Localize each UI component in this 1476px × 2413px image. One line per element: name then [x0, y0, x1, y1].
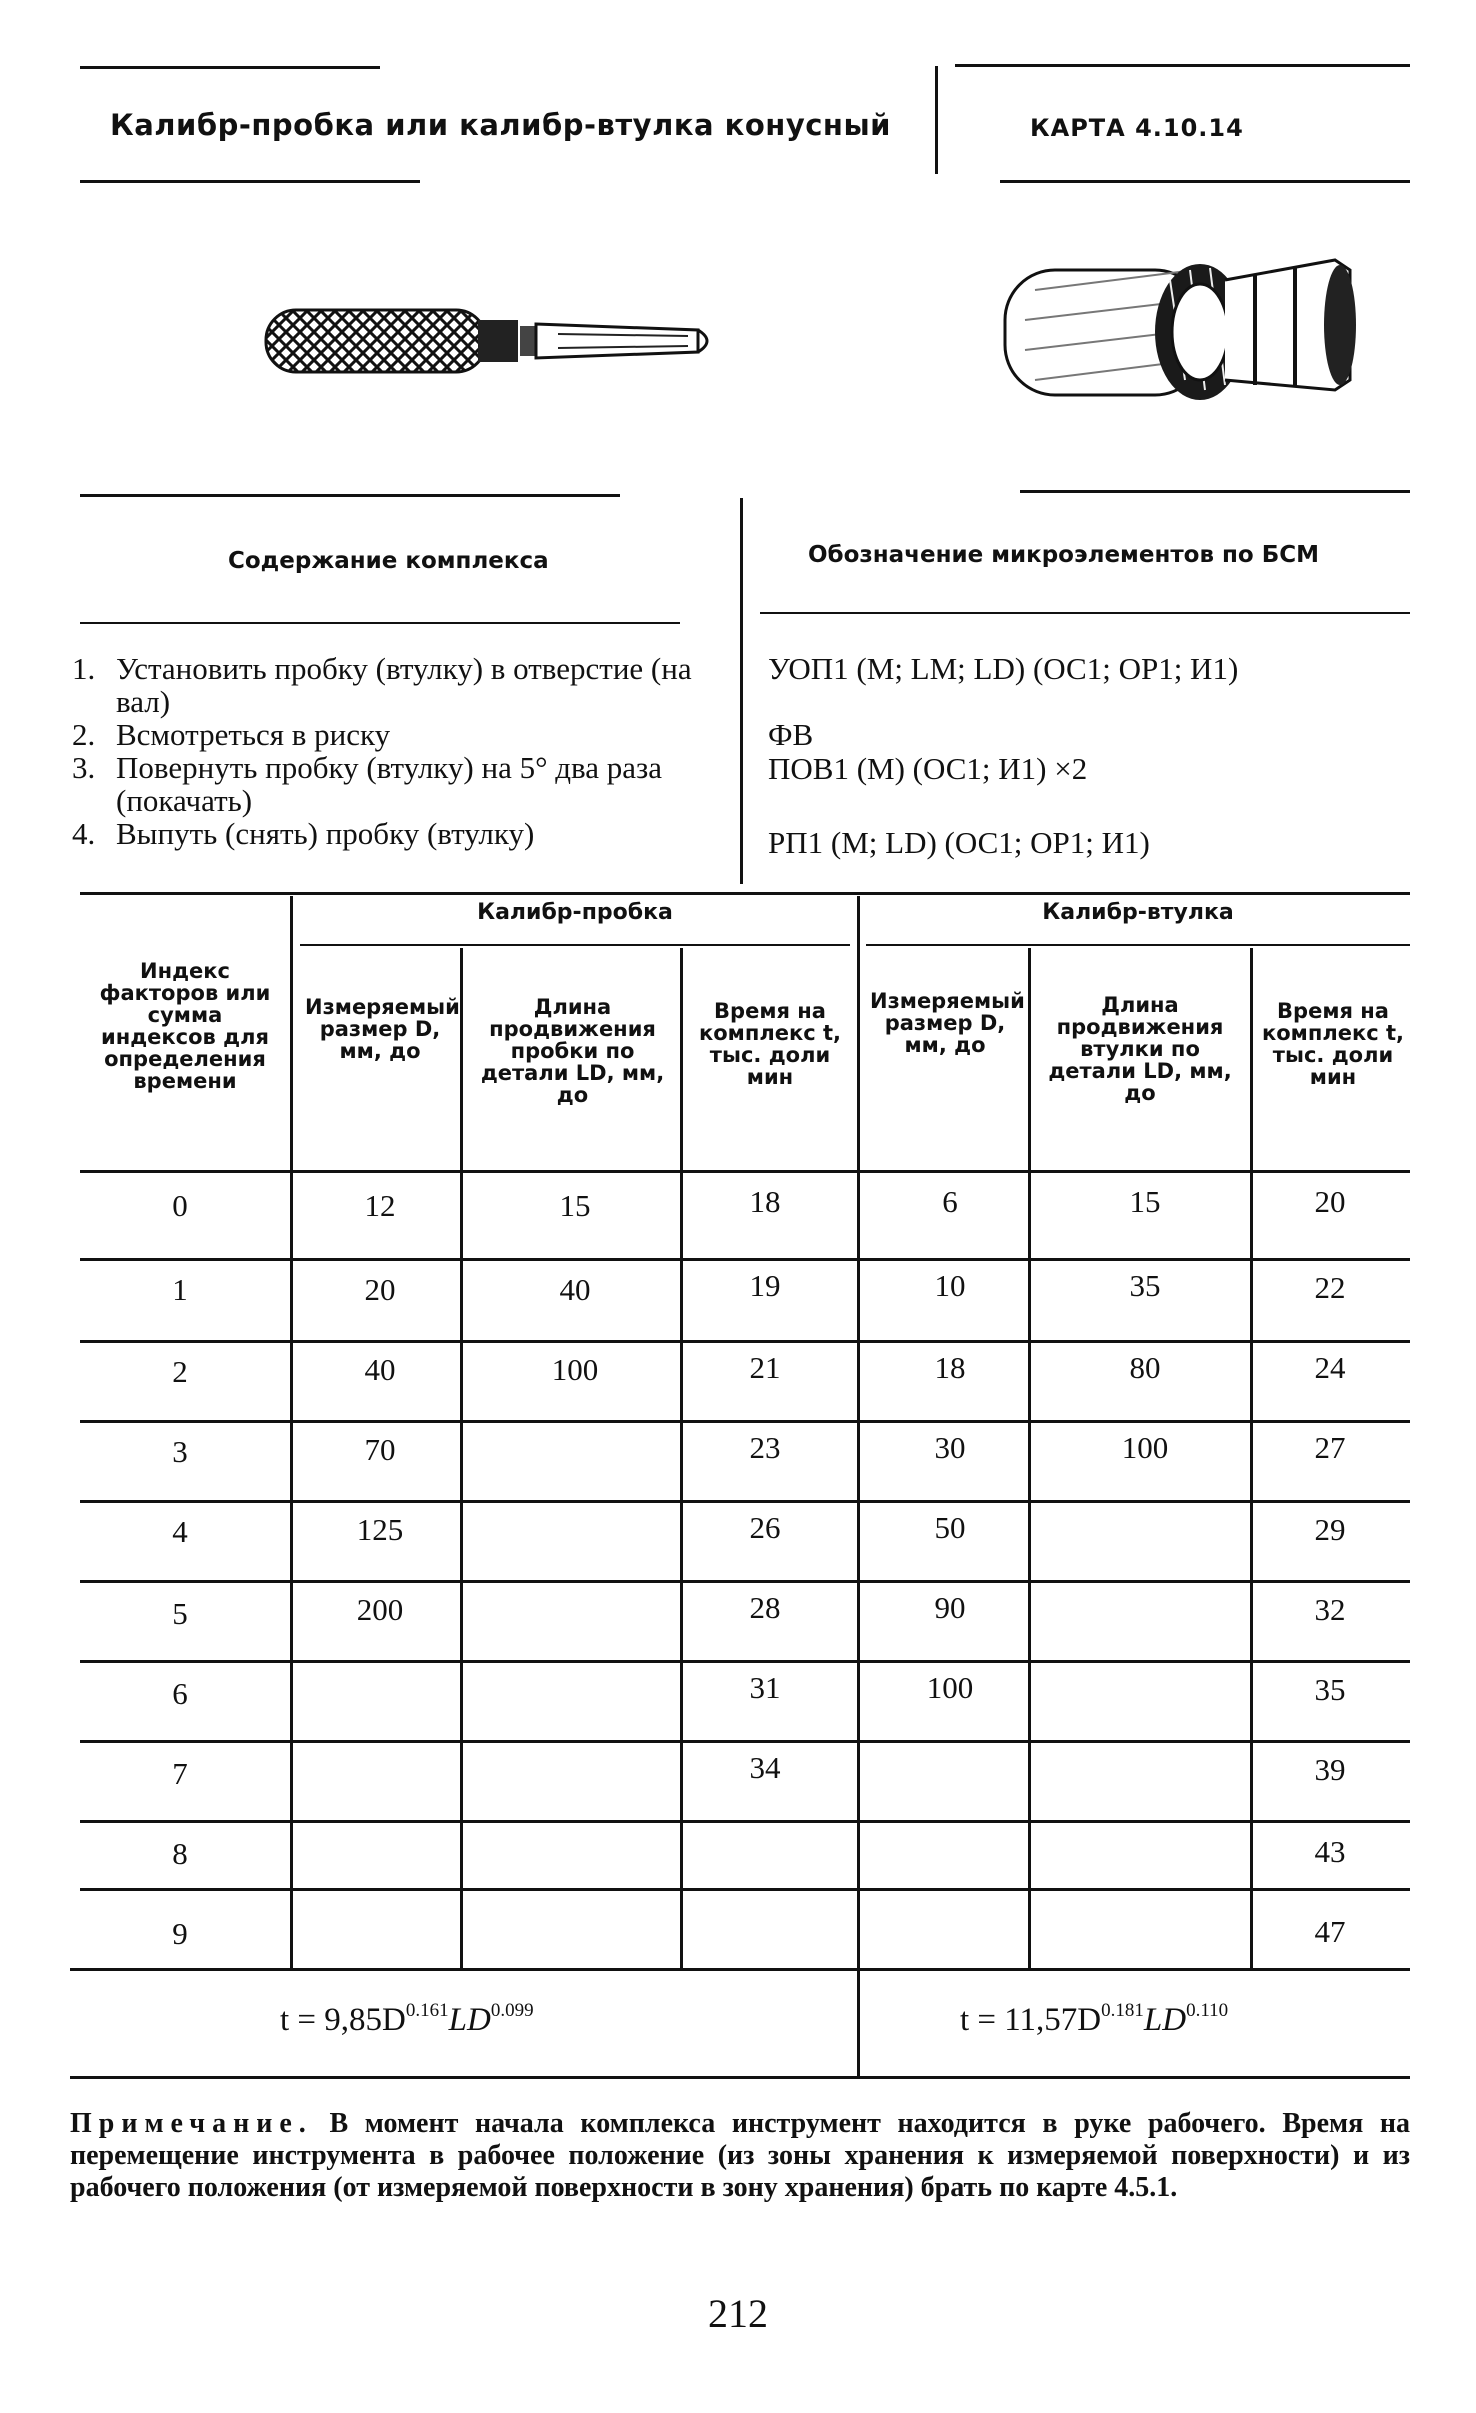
table-cell: 90 — [934, 1590, 966, 1625]
rule — [1020, 490, 1410, 493]
table-cell: 22 — [1314, 1270, 1346, 1305]
microelement: РП1 (М; LD) (ОС1; ОР1; И1) — [768, 825, 1150, 860]
step-item: 1. Установить пробку (втулку) в отверстие (на вал) — [72, 651, 692, 719]
rule — [300, 944, 850, 946]
knurled-handle — [266, 310, 486, 372]
table-cell: 35 — [1314, 1672, 1346, 1707]
steps-list — [66, 652, 726, 850]
row-rule — [80, 1340, 1410, 1343]
table-cell: 12 — [364, 1188, 396, 1223]
plug-gauge-illustration — [258, 290, 728, 390]
note-text: В момент начала комплекса инструмент находится в руке рабочего. Время на перемещение инструмента в рабочее положение (из зоны хранения к измеряемой поверхности) и из рабочего положения (от измеряемой поверхности в зону хранения) брать по карте 4.5.1. — [70, 2108, 1411, 2203]
table-cell: 29 — [1314, 1512, 1346, 1547]
microelement: УОП1 (М; LM; LD) (ОС1; ОР1; И1) — [768, 651, 1239, 686]
index-header: Индекс факторов или сумма индексов для определения времени — [99, 959, 271, 1093]
row-rule — [80, 1660, 1410, 1663]
card-title: Калибр-пробка или калибр-втулка конусный — [110, 108, 891, 142]
note-lead: Примечание. — [70, 2108, 313, 2139]
table-vline — [1028, 948, 1031, 1968]
rule — [1000, 180, 1410, 183]
table-cell: 39 — [1314, 1752, 1346, 1787]
row-rule — [80, 1500, 1410, 1503]
micro-header: Обозначение микроэлементов по БСМ — [808, 542, 1320, 568]
formula-ring: $t = 11,57D^{0.181}LD^{0.110}$ — [960, 2000, 1229, 2038]
col-header: Длина продвижения втулки по детали LD, мм, до — [1048, 993, 1232, 1105]
rule — [955, 64, 1410, 67]
table-vline — [680, 948, 683, 1968]
divider — [935, 66, 938, 174]
content-header: Содержание комплекса — [228, 548, 549, 574]
divider — [740, 498, 743, 884]
table-cell: 1 — [172, 1272, 188, 1307]
table-cell: 8 — [172, 1836, 188, 1871]
table-cell: 0 — [172, 1188, 188, 1223]
rule — [760, 612, 1410, 614]
note — [70, 2108, 1410, 2204]
rule — [80, 180, 420, 183]
rule — [80, 494, 620, 497]
row-rule — [80, 1420, 1410, 1423]
table-cell: 100 — [1121, 1430, 1169, 1465]
table-cell: 6 — [172, 1676, 188, 1711]
table-cell: 35 — [1129, 1268, 1161, 1303]
table-cell: 100 — [926, 1670, 974, 1705]
row-rule — [80, 1580, 1410, 1583]
table-cell: 20 — [364, 1272, 396, 1307]
table-vline — [1250, 948, 1253, 1968]
table-cell: 43 — [1314, 1834, 1346, 1869]
rule — [80, 66, 380, 69]
col-header: Длина продвижения пробки по детали LD, мм, до — [480, 995, 665, 1107]
col-header: Время на комплекс t, тыс. доли мин — [698, 999, 841, 1089]
table-cell: 7 — [172, 1756, 188, 1791]
table-vline — [460, 948, 463, 1968]
table-cell: 40 — [364, 1352, 396, 1387]
step-item: 3. Повернуть пробку (втулку) на 5° два раза (покачать) — [72, 750, 663, 818]
row-rule — [80, 1740, 1410, 1743]
table-cell: 32 — [1314, 1592, 1346, 1627]
table-cell: 28 — [749, 1590, 781, 1625]
formula-plug: $t = 9,85D^{0.161}LD^{0.099}$ — [280, 2000, 534, 2038]
table-cell: 10 — [934, 1268, 966, 1303]
table-cell: 3 — [172, 1434, 188, 1469]
table-cell: 23 — [749, 1430, 781, 1465]
row-rule — [80, 1820, 1410, 1823]
table-cell: 20 — [1314, 1184, 1346, 1219]
table-vline — [290, 896, 293, 1968]
table-bottom-rule — [70, 2076, 1410, 2079]
page-number: 212 — [708, 2291, 768, 2336]
card-number: КАРТА 4.10.14 — [1030, 114, 1244, 142]
shaft-end — [1324, 265, 1356, 385]
group-header-plug: Калибр-пробка — [477, 900, 673, 925]
table-cell: 19 — [749, 1268, 781, 1303]
table-top-rule — [80, 892, 1410, 895]
table-cell: 6 — [942, 1184, 958, 1219]
table-cell: 5 — [172, 1596, 188, 1631]
table-cell: 2 — [172, 1354, 188, 1389]
table-cell: 4 — [172, 1514, 188, 1549]
microelement: ПОВ1 (М) (ОС1; И1) ×2 — [768, 751, 1088, 786]
table-cell: 50 — [934, 1510, 966, 1545]
col-header: Время на комплекс t, тыс. доли мин — [1261, 999, 1404, 1089]
table-cell: 100 — [551, 1352, 599, 1387]
table-cell: 34 — [749, 1750, 781, 1785]
table-cell: 21 — [749, 1350, 781, 1385]
table-cell: 80 — [1129, 1350, 1161, 1385]
col-header: Измеряемый размер D, мм, до — [305, 995, 460, 1063]
table-cell: 40 — [559, 1272, 591, 1307]
microelement: ФВ — [768, 717, 814, 752]
table-cell: 9 — [172, 1916, 188, 1951]
table-cell: 125 — [356, 1512, 404, 1547]
row-rule — [70, 1968, 1410, 1971]
group-header-ring: Калибр-втулка — [1042, 900, 1234, 925]
table-cell: 18 — [934, 1350, 966, 1385]
rule — [866, 944, 1410, 946]
col-header: Измеряемый размер D, мм, до — [870, 989, 1025, 1057]
step-item: 2. Всмотреться в риску — [72, 717, 391, 752]
table-cell: 26 — [749, 1510, 781, 1545]
row-rule — [80, 1258, 1410, 1261]
rule — [80, 622, 680, 624]
neck — [520, 326, 536, 356]
table-cell: 47 — [1314, 1914, 1346, 1949]
row-rule — [80, 1888, 1410, 1891]
table-cell: 15 — [1129, 1184, 1161, 1219]
collar — [478, 320, 518, 362]
table-cell: 18 — [749, 1184, 781, 1219]
table-cell: 200 — [356, 1592, 404, 1627]
table-cell: 31 — [749, 1670, 781, 1705]
table-vline — [857, 896, 860, 2076]
table-cell: 24 — [1314, 1350, 1346, 1385]
cone — [536, 324, 698, 358]
table-cell: 15 — [559, 1188, 591, 1223]
table-cell: 70 — [364, 1432, 396, 1467]
step-item: 4. Выпуть (снять) пробку (втулку) — [72, 816, 535, 851]
table-cell: 27 — [1314, 1430, 1346, 1465]
table-cell: 30 — [934, 1430, 966, 1465]
table-header-rule — [80, 1170, 1410, 1173]
ring-gauge-illustration — [995, 230, 1365, 410]
